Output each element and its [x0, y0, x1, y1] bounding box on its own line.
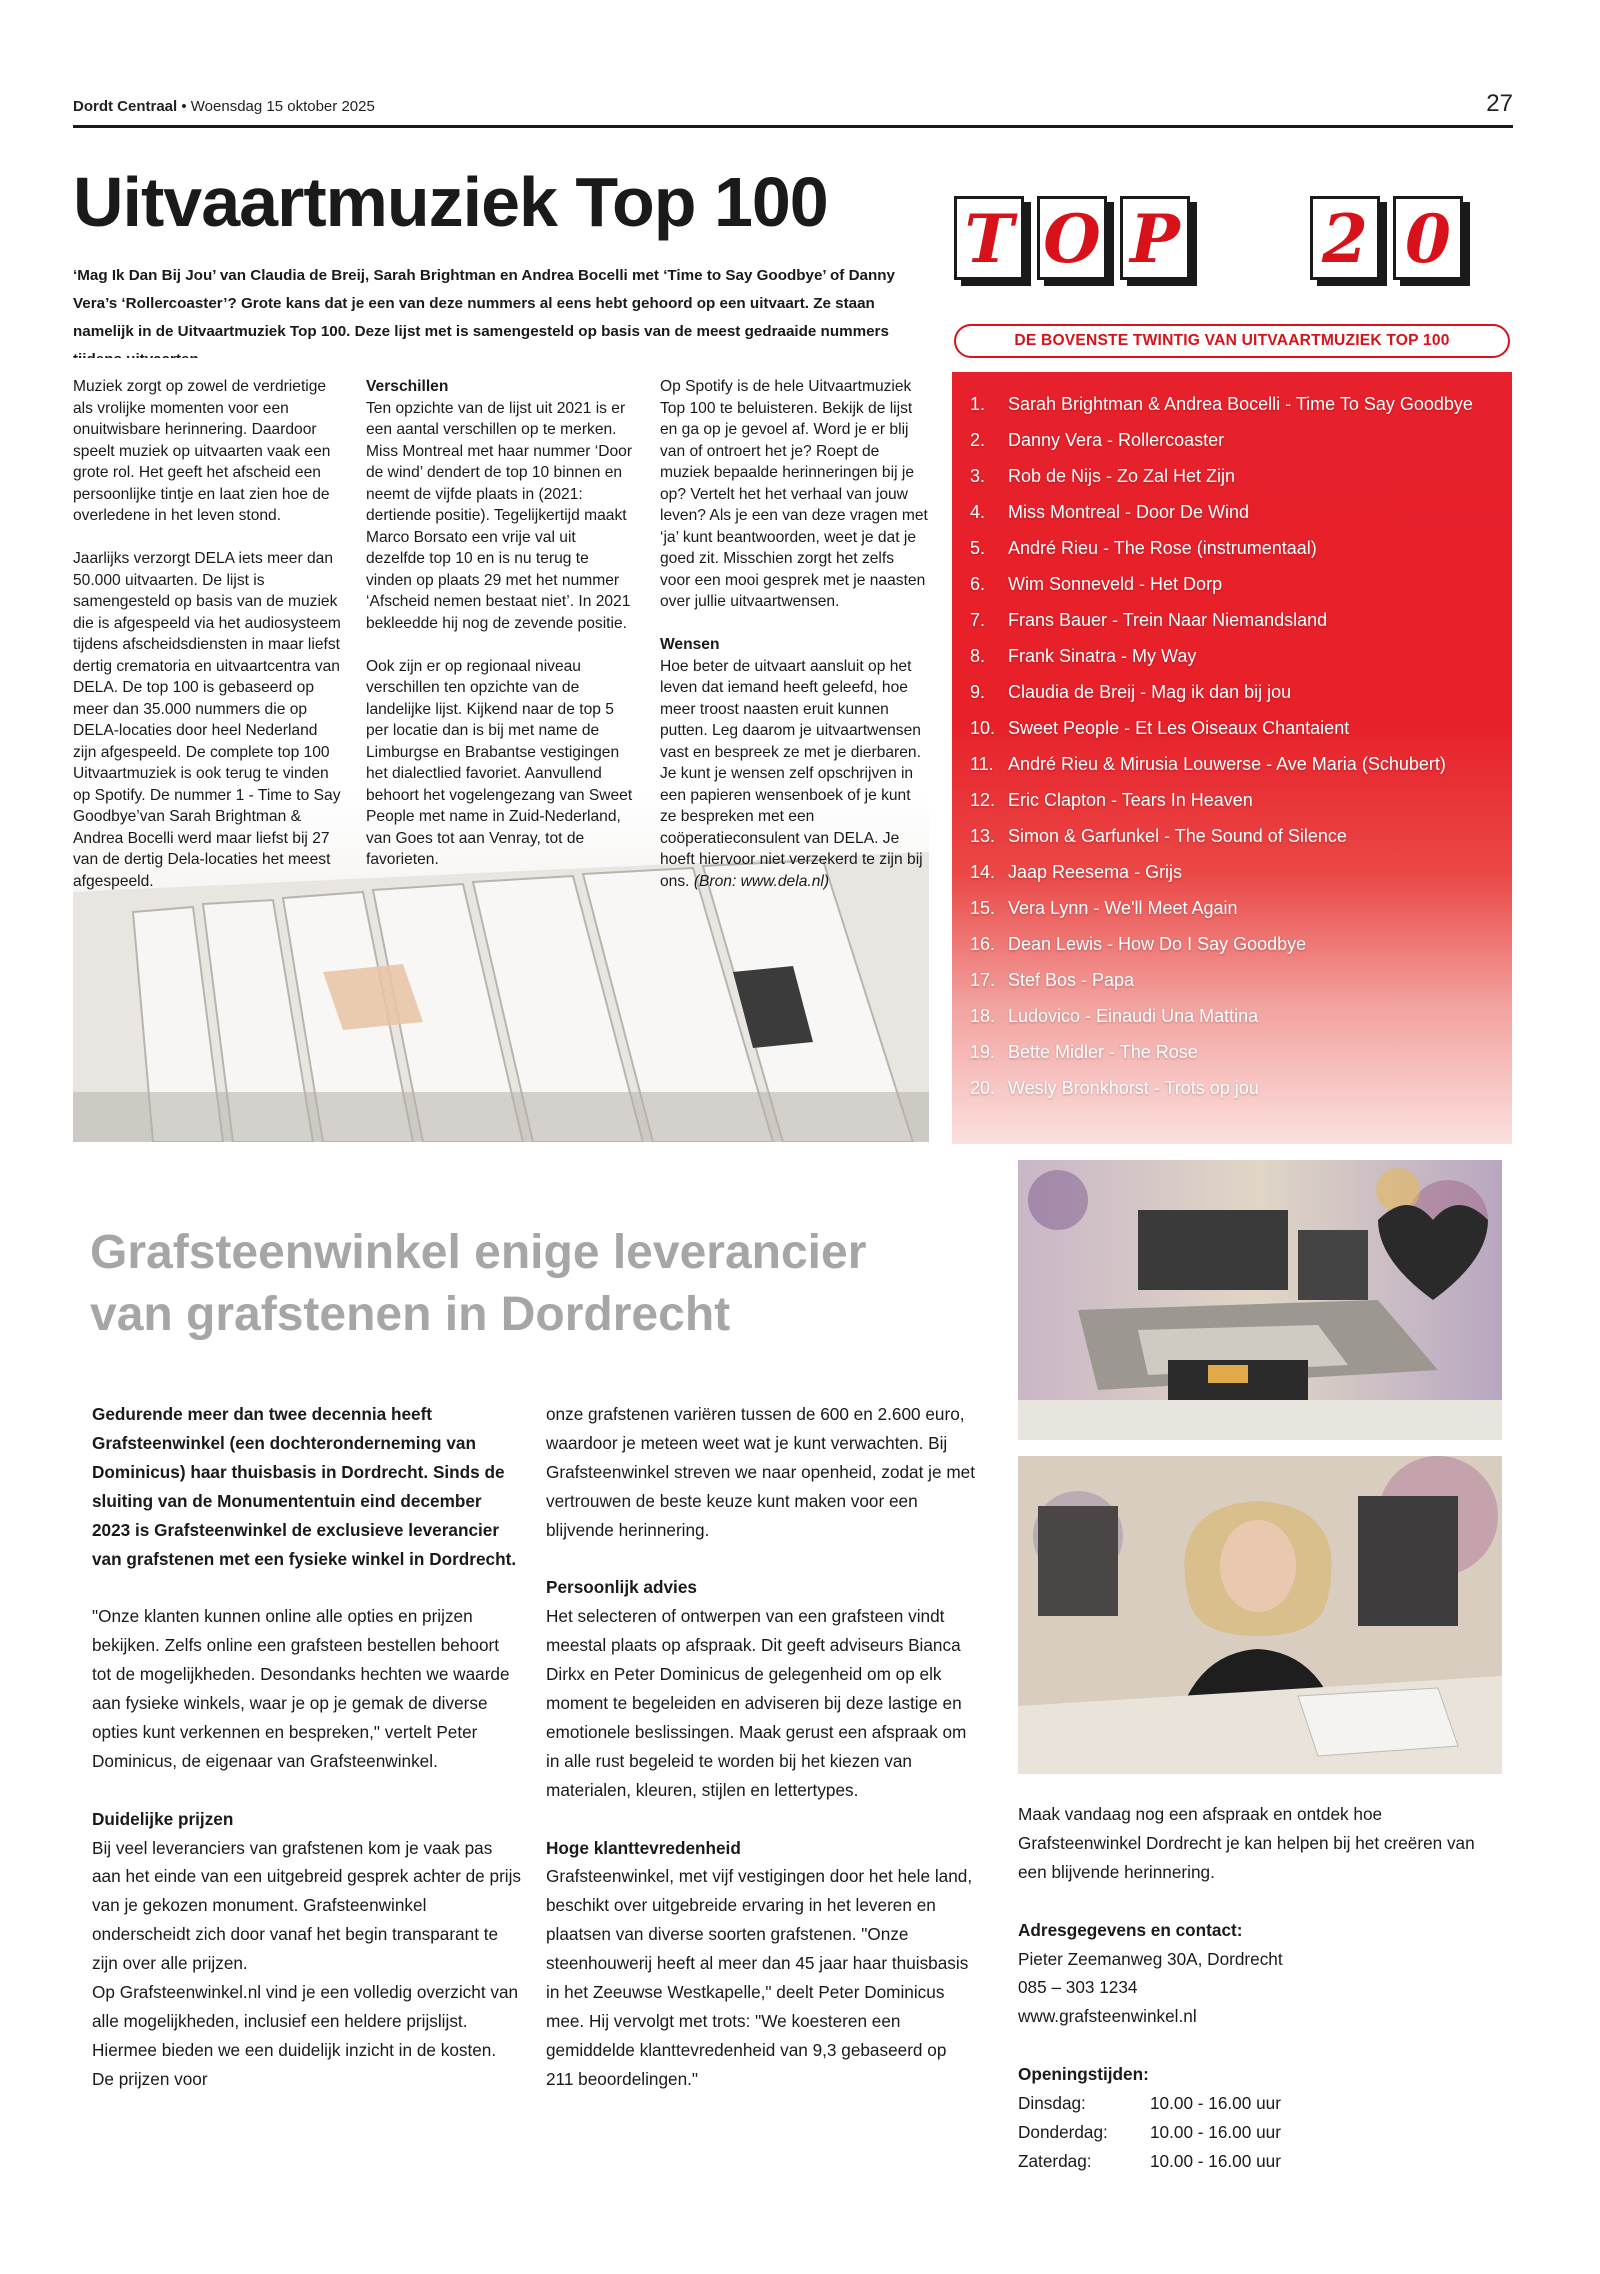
top20-item [952, 458, 1512, 494]
song-title: Wesly Bronkhorst - Trots op jou [1008, 1078, 1259, 1098]
showroom-photo [1018, 1160, 1502, 1440]
top20-item [952, 386, 1512, 422]
title-letter: 2 [1310, 196, 1380, 280]
song-title: Jaap Reesema - Grijs [1008, 862, 1183, 882]
opening-hours [1018, 2089, 1498, 2176]
hours-heading: Openingstijden: [1018, 2064, 1149, 2085]
advisor-image [1018, 1456, 1502, 1774]
rank-number: 5. [970, 538, 986, 558]
top20-list [952, 372, 1512, 1144]
article-column-2 [366, 376, 634, 892]
rank-number: 4. [970, 502, 986, 522]
day-label: Dinsdag: [1018, 2093, 1086, 2114]
song-title: Bette Midler - The Rose [1008, 1042, 1198, 1062]
song-title: Ludovico - Einaudi Una Mattina [1008, 1006, 1259, 1026]
paragraph [660, 656, 928, 893]
top20-item [952, 638, 1512, 674]
article-title: Uitvaartmuziek Top 100 [73, 163, 828, 241]
intro-paragraph: Gedurende meer dan twee decennia heeft Grafsteenwinkel (een dochteronderneming van Dominicus) haar thuisbasis in Dordrecht. Sinds de sluiting van de Monumententuin eind december 2023 is Grafsteenwinkel de exclusieve leverancier van grafstenen met een fysieke winkel in Dordrecht. [92, 1404, 517, 1569]
top20-title [950, 196, 1510, 286]
song-title: Rob de Nijs - Zo Zal Het Zijn [1008, 466, 1236, 486]
article2-column-2 [546, 1400, 976, 2123]
rank-number: 3. [970, 466, 986, 486]
rank-number: 11. [970, 754, 994, 774]
rank-number: 19. [970, 1042, 996, 1062]
top20-item [952, 602, 1512, 638]
paragraph: Grafsteenwinkel, met vijf vestigingen door het hele land, beschikt over uitgebreide ervaring in het leveren en plaatsen van diverse soorten grafstenen. "Onze steenhouwerij heeft al meer dan 45 jaar haar thuisbasis in het Zeeuwse Westkapelle," deelt Peter Dominicus mee. Hij vervolgt met trots: "We koesteren een gemiddelde klanttevredenheid van 9,3 gebaseerd op 211 beoordelingen." [546, 1866, 973, 2089]
song-title: André Rieu - The Rose (instrumentaal) [1008, 538, 1317, 558]
subheading: Hoge klanttevredenheid [546, 1837, 741, 1858]
top20-item [952, 818, 1512, 854]
paragraph: Op Grafsteenwinkel.nl vind je een volledig overzicht van alle mogelijkheden, inclusief een heldere prijslijst. Hiermee bieden we een duidelijk inzicht in de kosten. De prijzen voor [92, 1982, 519, 2089]
title-letter: T [954, 196, 1024, 280]
subheading: Verschillen [366, 378, 449, 395]
top20-item [952, 1070, 1512, 1106]
title-letter: 0 [1393, 196, 1463, 280]
top20-item [952, 566, 1512, 602]
page-number: 27 [1486, 90, 1513, 117]
rank-number: 8. [970, 646, 986, 666]
paragraph: Jaarlijks verzorgt DELA iets meer dan 50.000 uitvaarten. De lijst is samengesteld op basis van de muziek die is afgespeeld via het audiosysteem tijdens afscheidsdiensten in maar liefst dertig crematoria en uitvaartcentra van DELA. De top 100 is gebaseerd op meer dan 35.000 nummers die op DELA-locaties door heel Nederland zijn afgespeeld. De complete top 100 Uitvaartmuziek is ook terug te vinden op Spotify. De nummer 1 - Time to Say Goodbye’van Sarah Brightman & Andrea Bocelli werd maar liefst bij 27 van de dertig Dela-locaties het meest afgespeeld. [73, 550, 341, 890]
time-range: 10.00 - 16.00 uur [1150, 2121, 1281, 2142]
masthead [73, 92, 1513, 128]
top20-item [952, 1034, 1512, 1070]
paragraph: Het selecteren of ontwerpen van een grafsteen vindt meestal plaats op afspraak. Dit geeft adviseurs Bianca Dirkx en Peter Dominicus de gelegenheid om op elk moment te begeleiden en adviseren bij deze lastige en emotionele beslissingen. Maak gerust een afspraak om in alle rust begeleid te worden bij het kiezen van materialen, kleuren, stijlen en lettertypes. [546, 1606, 967, 1800]
hours-row [1018, 2118, 1498, 2147]
title-line: Grafsteenwinkel enige leverancier [90, 1226, 867, 1279]
time-range: 10.00 - 16.00 uur [1150, 2093, 1281, 2114]
paragraph: Op Spotify is de hele Uitvaartmuziek Top 100 te beluisteren. Bekijk de lijst en ga op je gevoel af. Word je er blij van of ontroert het je? Roept de muziek bepaalde herinneringen bij je op? Vertelt het het verhaal van jouw leven? Als je een van deze vragen met ‘ja’ kunt beantwoorden, weet je dat je goed zit. Misschien zorgt het zelfs voor een mooi gesprek met je naasten over jullie uitvaartwensen. [660, 378, 928, 610]
advisor-photo [1018, 1456, 1502, 1774]
song-title: André Rieu & Mirusia Louwerse - Ave Maria (Schubert) [1008, 754, 1446, 774]
rank-number: 20. [970, 1078, 996, 1098]
paragraph-text: Hoe beter de uitvaart aansluit op het leven dat iemand heeft geleefd, hoe meer troost naasten eruit kunnen putten. Leg daarom je uitvaartwensen vast en bespreek ze met je dierbaren. Je kunt je wensen zelf opschrijven in een papieren wensenboek of je kunt ze bespreken met een coöperatieconsulent van DELA. Je hoeft hiervoor niet verzekerd te zijn bij ons. [660, 657, 923, 890]
song-title: Frank Sinatra - My Way [1008, 646, 1197, 666]
rank-number: 6. [970, 574, 986, 594]
subheading: Persoonlijk advies [546, 1577, 697, 1598]
paragraph: Bij veel leveranciers van grafstenen kom je vaak pas aan het einde van een uitgebreid gesprek achter de prijs van je gekozen monument. Grafsteenwinkel onderscheidt zich door vanaf het begin transparant te zijn over alle prijzen. [92, 1837, 522, 1974]
top20-item [952, 854, 1512, 890]
song-title: Miss Montreal - Door De Wind [1008, 502, 1250, 522]
address: Pieter Zeemanweg 30A, Dordrecht [1018, 1948, 1283, 1969]
top20-item [952, 746, 1512, 782]
top20-item [952, 494, 1512, 530]
song-title: Sarah Brightman & Andrea Bocelli - Time To Say Goodbye [1008, 394, 1473, 414]
title-letter: O [1037, 196, 1107, 280]
top20-item [952, 674, 1512, 710]
article-column-3 [660, 376, 928, 914]
top20-ranking [952, 372, 1512, 1106]
song-title: Vera Lynn - We'll Meet Again [1008, 898, 1238, 918]
subheading: Duidelijke prijzen [92, 1808, 234, 1829]
day-label: Donderdag: [1018, 2121, 1108, 2142]
rank-number: 10. [970, 718, 996, 738]
paragraph: "Onze klanten kunnen online alle opties en prijzen bekijken. Zelfs online een grafsteen bestellen behoort tot de mogelijkheden. Desondanks hechten we waarde aan fysieke winkels, waar je op je gemak de diverse opties kunt verkennen en bespreken," vertelt Peter Dominicus, de eigenaar van Grafsteenwinkel. [92, 1606, 510, 1771]
article2-column-3 [1018, 1800, 1498, 2176]
song-title: Danny Vera - Rollercoaster [1008, 430, 1225, 450]
website-link[interactable]: www.grafsteenwinkel.nl [1018, 2006, 1197, 2027]
showroom-image [1018, 1160, 1502, 1440]
day-label: Zaterdag: [1018, 2150, 1092, 2171]
rank-number: 18. [970, 1006, 996, 1026]
song-title: Eric Clapton - Tears In Heaven [1008, 790, 1253, 810]
rank-number: 14. [970, 862, 996, 882]
time-range: 10.00 - 16.00 uur [1150, 2150, 1281, 2171]
paragraph: Maak vandaag nog een afspraak en ontdek hoe Grafsteenwinkel Dordrecht je kan helpen bij het creëren van een blijvende herinnering. [1018, 1804, 1475, 1882]
song-title: Wim Sonneveld - Het Dorp [1008, 574, 1223, 594]
subheading: Wensen [660, 636, 720, 653]
top20-item [952, 710, 1512, 746]
song-title: Sweet People - Et Les Oiseaux Chantaient [1008, 718, 1350, 738]
top20-subtitle: DE BOVENSTE TWINTIG VAN UITVAARTMUZIEK TOP 100 [954, 324, 1510, 358]
top20-item [952, 890, 1512, 926]
paragraph: Ten opzichte van de lijst uit 2021 is er een aantal verschillen op te merken. Miss Montreal met haar nummer ‘Door de wind’ dendert de top 10 binnen en neemt de vijfde plaats in (2021: dertiende positie). Tegelijkertijd maakt Marco Borsato een vrije val uit dezelfde top 10 en is nu terug te vinden op plaats 29 met het nummer ‘Afscheid nemen bestaat niet’. In 2021 bekleedde hij nog de zevende positie. [366, 399, 633, 632]
song-title: Frans Bauer - Trein Naar Niemandsland [1008, 610, 1328, 630]
rank-number: 1. [970, 394, 986, 414]
rank-number: 2. [970, 430, 986, 450]
rank-number: 17. [970, 970, 996, 990]
article-lead: ‘Mag Ik Dan Bij Jou’ van Claudia de Breij, Sarah Brightman en Andrea Bocelli met ‘Time to Say Goodbye’ of Danny Vera’s ‘Rollercoaster’? Grote kans dat je een van deze nummers al eens hebt gehoord op een uitvaart. Ze staan namelijk in de Uitvaartmuziek Top 100. Deze lijst met is samengesteld op basis van de meest gedraaide nummers [73, 267, 895, 340]
paragraph: Muziek zorgt op zowel de verdrietige als vrolijke momenten voor een onuitwisbare herinnering. Daardoor speelt muziek op uitvaarten vaak een grote rol. Het geeft het afscheid een persoonlijke tintje en laat zien hoe de overledene in het leven stond. [73, 378, 331, 524]
issue-date: • Woensdag 15 oktober 2025 [181, 98, 375, 115]
paragraph: onze grafstenen variëren tussen de 600 en 2.600 euro, waardoor je meteen weet wat je kunt verwachten. Bij Grafsteenwinkel streven we naar openheid, zodat je met vertrouwen de beste keuze kunt maken voor een blijvende herinnering. [546, 1404, 975, 1540]
hours-row [1018, 2147, 1498, 2176]
rank-number: 9. [970, 682, 986, 702]
rank-number: 12. [970, 790, 996, 810]
top20-item [952, 530, 1512, 566]
article-column-1 [73, 376, 341, 914]
title-line: van grafstenen in Dordrecht [90, 1288, 731, 1341]
rank-number: 15. [970, 898, 996, 918]
phone-number: 085 – 303 1234 [1018, 1977, 1138, 1998]
top20-item [952, 998, 1512, 1034]
masthead-info [73, 98, 375, 115]
rank-number: 13. [970, 826, 996, 846]
contact-heading: Adresgegevens en contact: [1018, 1919, 1243, 1940]
rank-number: 7. [970, 610, 986, 630]
paper-name: Dordt Centraal [73, 98, 178, 115]
song-title: Claudia de Breij - Mag ik dan bij jou [1008, 682, 1292, 702]
top20-item [952, 926, 1512, 962]
hours-row [1018, 2089, 1498, 2118]
song-title: Simon & Garfunkel - The Sound of Silence [1008, 826, 1347, 846]
paragraph: Ook zijn er op regionaal niveau verschillen ten opzichte van de landelijke lijst. Kijkend naar de top 5 per locatie dan is bij met name de Limburgse en Brabantse vestigingen het dialectlied favoriet. Aanvullend behoort het vogelengezang van Sweet People met name in Zuid-Nederland, van Goes tot aan Venray, tot de favorieten. [366, 657, 633, 868]
rank-number: 16. [970, 934, 996, 954]
source-note: (Bron: www.dela.nl) [693, 872, 830, 890]
title-letter: P [1120, 196, 1190, 280]
article2-column-1 [92, 1400, 522, 2123]
song-title: Dean Lewis - How Do I Say Goodbye [1008, 934, 1307, 954]
top20-item [952, 962, 1512, 998]
article2-title [90, 1222, 990, 1346]
song-title: Stef Bos - Papa [1008, 970, 1135, 990]
top20-item [952, 422, 1512, 458]
top20-item [952, 782, 1512, 818]
